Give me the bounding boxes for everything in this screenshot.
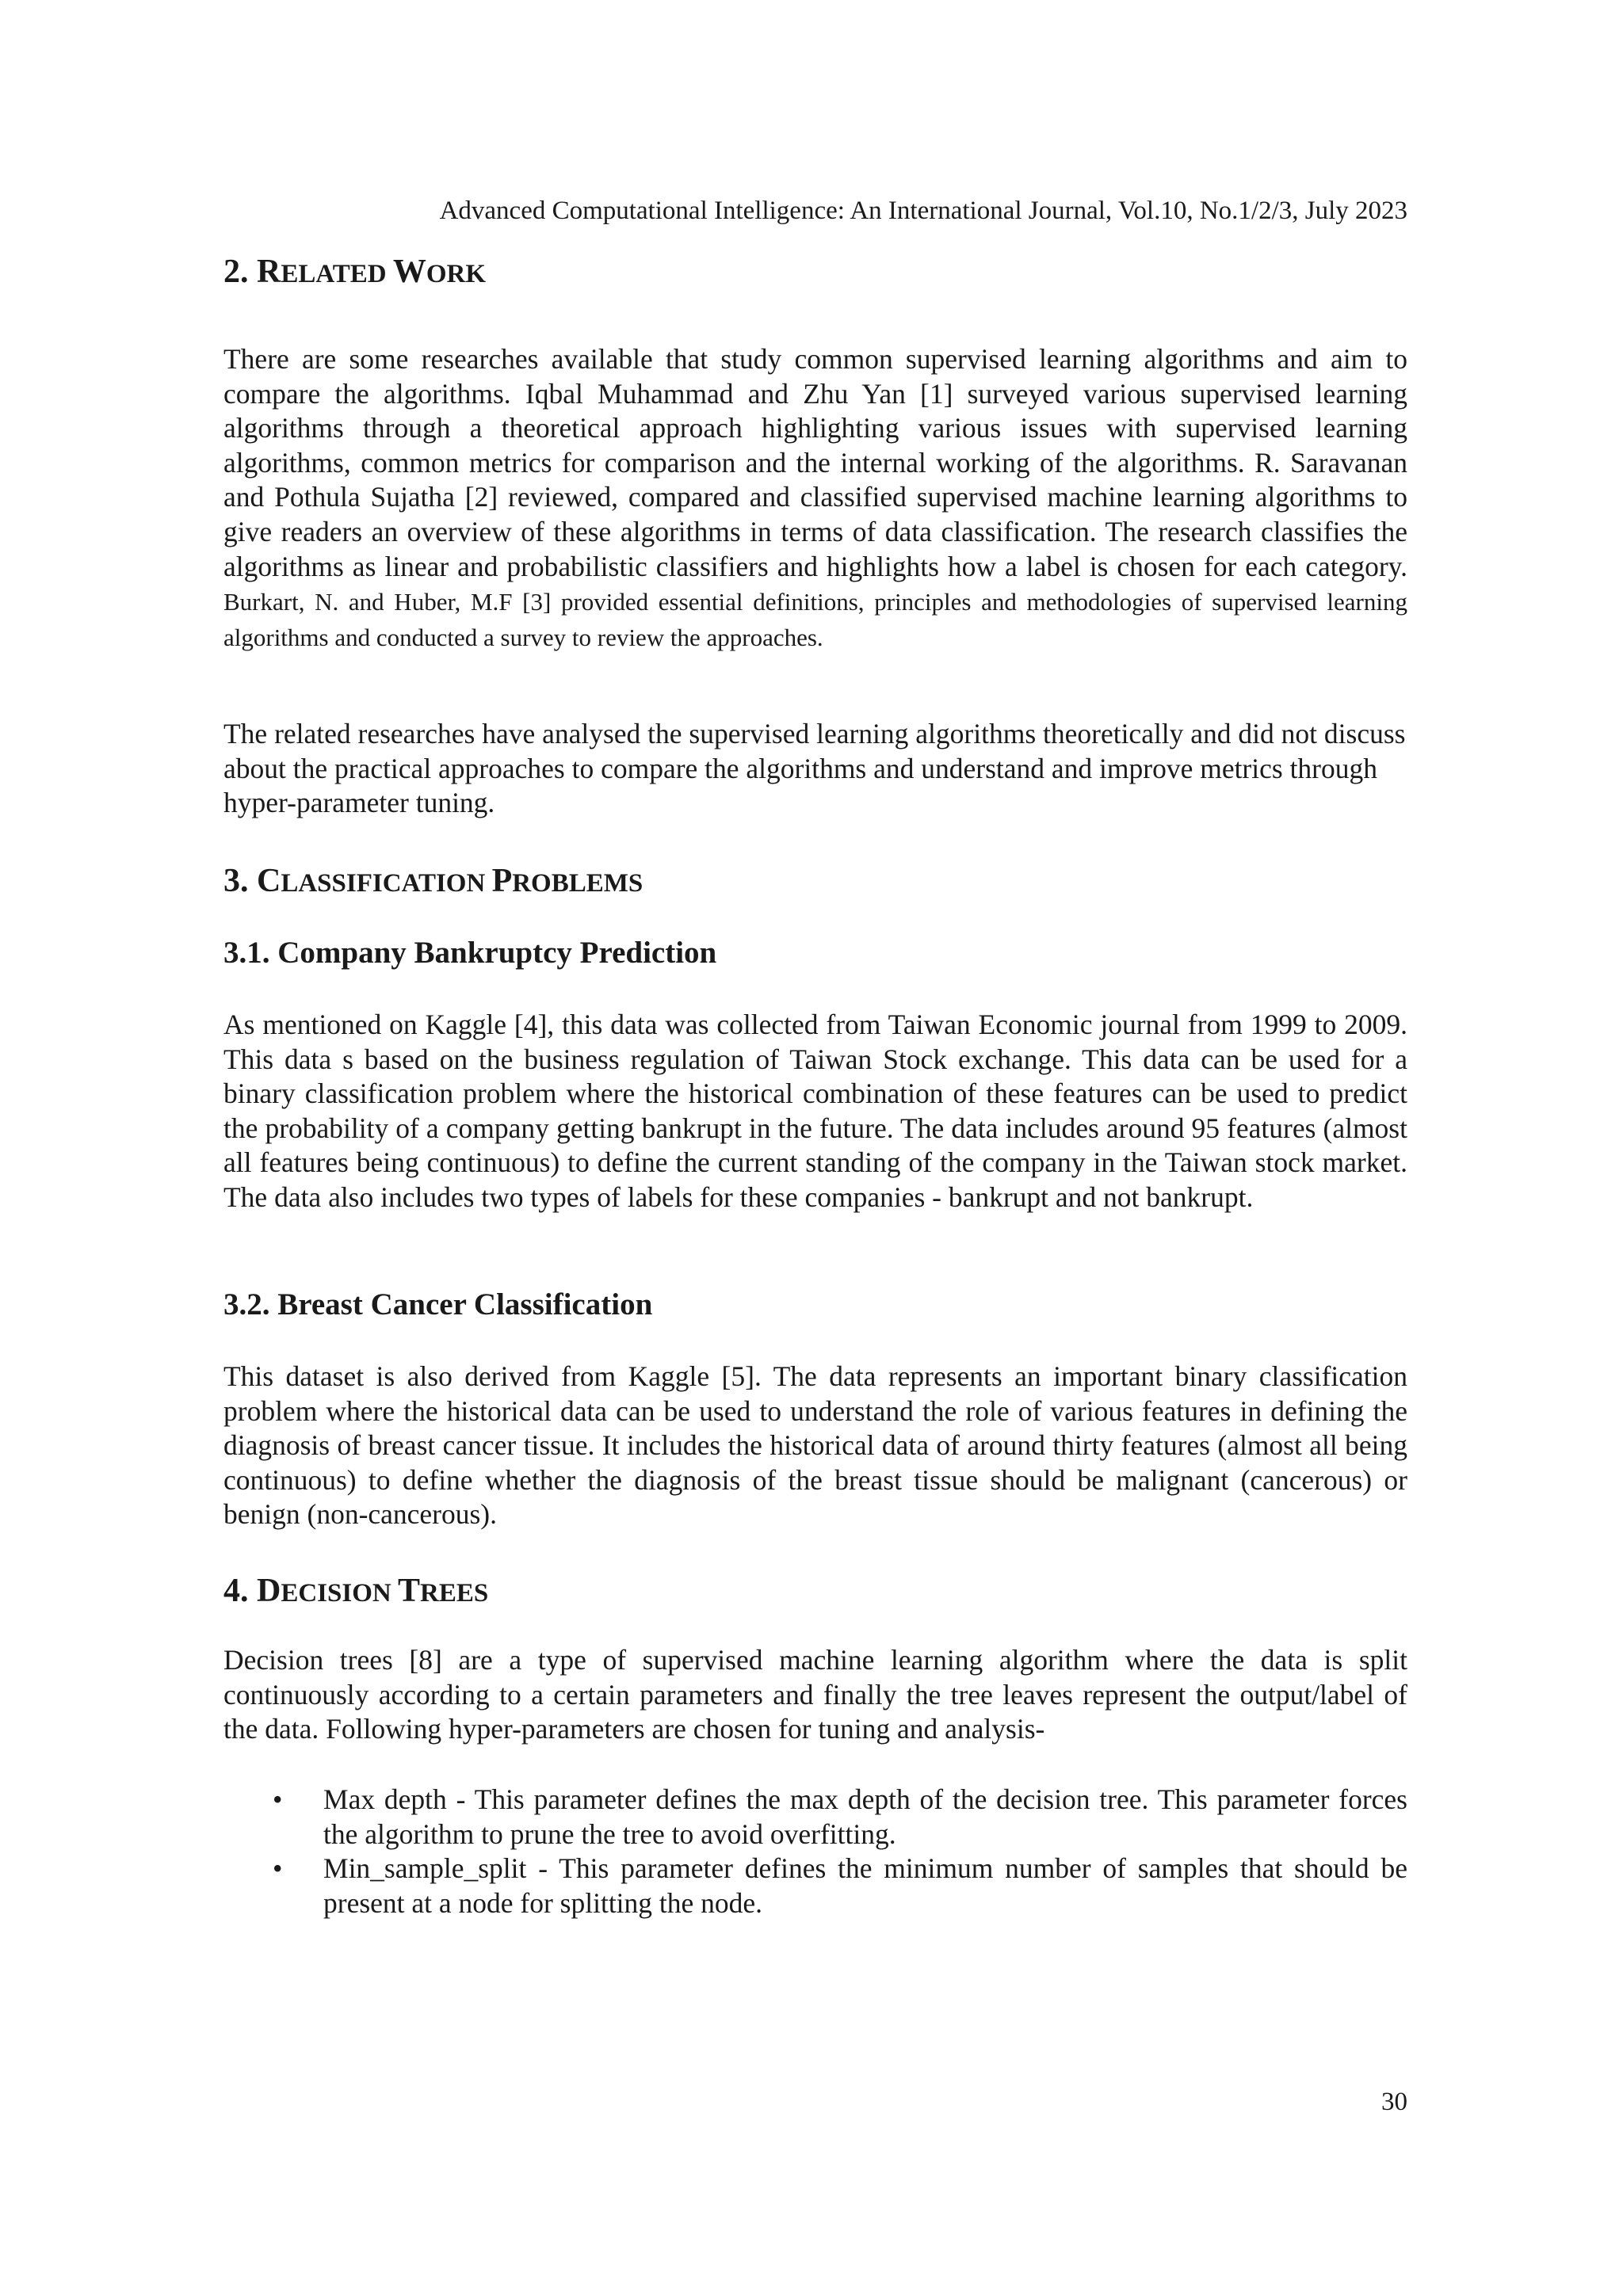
decision-trees-paragraph: Decision trees [8] are a type of supervised machine learning algorithm where the data is split continuously according to a certain parameters and finally the tree leaves represent the output/label of the data. Following hyper-parameters are chosen for tuning and analysis- [223,1644,1407,1745]
bankruptcy-paragraph: As mentioned on Kaggle [4], this data was collected from Taiwan Economic journal from 1999 to 2009. This data s based on the business regulation of Taiwan Stock exchange. This data can be used for a binary classification problem where the historical combination of these features can be used to predict the probability of a company getting bankrupt in the future. The data includes around 95 features (almost all features being continuous) to define the current standing of the company in the Taiwan stock market. The data also includes two types of labels for these companies - bankrupt and not bankrupt. [223,1009,1407,1213]
bullet-icon: • [273,1783,283,1815]
section-number: 3. [223,863,249,899]
section-heading-decision-trees: 4. DECISION TREES [223,1573,489,1609]
related-work-paragraph-1: There are some researches available that study common supervised learning algorithms and aim to compare the algorithms. Iqbal Muhammad and Zhu Yan [1] surveyed various supervised learning algorithms through a theoretical approach highlighting various issues with supervised learning algorithms, common metrics for comparison and the internal working of the algorithms. R. Saravanan and Pothula Sujatha [2] reviewed, compared and classified supervised machine learning algorithms to give readers an overview of these algorithms in terms of data classification. The research classifies the algorithms as linear and probabilistic classifiers and highlights how a label is chosen for each category. Burkart, N. and Huber, M.F [3] provided essential definitions, principles and methodologies of supervised learning algorithms and conducted a survey to review the approaches. [223,343,1407,651]
paper-page [223,0,1407,2296]
subsection-heading-breast-cancer: 3.2. Breast Cancer Classification [223,1287,653,1322]
list-item: • Min_sample_split - This parameter defines the minimum number of samples that should be present at a node for splitting the node. [273,1852,1407,1919]
section-number: 2. [223,254,249,290]
page-number: 30 [1381,2088,1407,2116]
bullet-icon: • [273,1852,283,1885]
section-number: 4. [223,1573,249,1609]
running-header: Advanced Computational Intelligence: An International Journal, Vol.10, No.1/2/3, July 2023 [439,196,1407,225]
related-work-paragraph-2: The related researches have analysed the supervised learning algorithms theoretically and did not discuss about the practical approaches to compare the algorithms and understand and improve metrics through hyper-parameter tuning. [223,718,1406,819]
section-heading-classification-problems: 3. CLASSIFICATION PROBLEMS [223,863,643,899]
section-heading-related-work: 2. RELATED WORK [223,254,487,290]
breast-cancer-paragraph: This dataset is also derived from Kaggle [5]. The data represents an important binary classification problem where the historical data can be used to understand the role of various features in defining the diagnosis of breast cancer tissue. It includes the historical data of around thirty features (almost all being continuous) to define whether the diagnosis of the breast tissue should be malignant (cancerous) or benign (non-cancerous). [223,1360,1407,1531]
list-item: • Max depth - This parameter defines the max depth of the decision tree. This parameter forces the algorithm to prune the tree to avoid overfitting. [273,1783,1407,1850]
hyperparameter-list [223,1783,1407,1920]
subsection-heading-bankruptcy: 3.1. Company Bankruptcy Prediction [223,936,717,970]
